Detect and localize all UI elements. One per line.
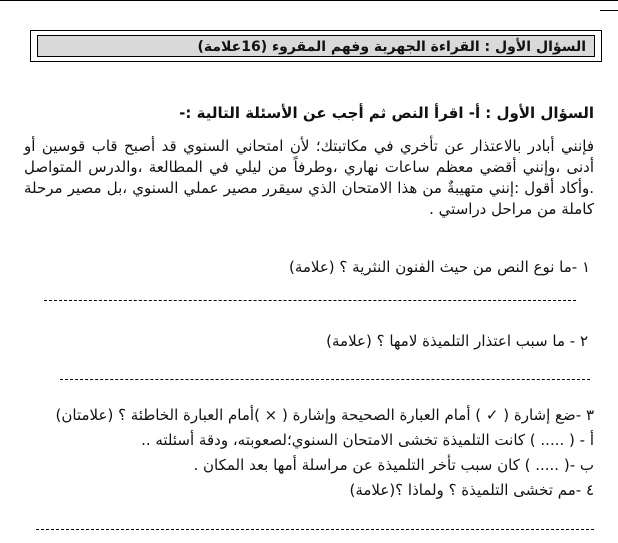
section-header-box (30, 30, 602, 62)
top-rule (0, 0, 618, 1)
reading-passage: فإنني أبادر بالاعتذار عن تأخري في مكاتبتك؛ لأن امتحاني السنوي قد أصبح قاب قوسين أو أدنى ،وإنني أقضي معظم ساعات نهاري ،وطرفاً من ليلي في المطالعة ،والدرس المتواصل .وأكاد أقول :إنني متهيبةٌ من هذا الامتحان الذي سيقرر مصير عملي السنوي ،بل مصير مرحلة كاملة من مراحل دراستي . (24, 137, 594, 218)
question-heading: السؤال الأول : أ- اقرأ النص ثم أجب عن الأسئلة التالية :- (179, 104, 594, 122)
answer-line-1 (44, 300, 576, 301)
question-3: ٣ -ضع إشارة ( ✓ ) أمام العبارة الصحيحة وإشارة ( × )أمام العبارة الخاطئة ؟ (علامتان) (55, 406, 594, 424)
question-2: ٢ - ما سبب اعتذار التلميذة لامها ؟ (علامة) (326, 332, 588, 350)
question-3-b: ب -( ..... ) كان سبب تأخر التلميذة عن مراسلة أمها بعد المكان . (193, 456, 594, 474)
question-3-a: أ - ( ..... ) كانت التلميذة تخشى الامتحان السنوي؛لصعوبته، ودقة أسئلته .. (141, 431, 594, 449)
answer-line-2 (60, 379, 590, 380)
question-4: ٤ -مم تخشى التلميذة ؟ ولماذا ؟(علامة) (349, 481, 594, 499)
answer-line-4 (36, 529, 594, 530)
question-1: ١ -ما نوع النص من حيث الفنون النثرية ؟ (علامة) (288, 258, 590, 276)
section-header-title: السؤال الأول : القراءة الجهرية وفهم المقروء (16علامة) (37, 35, 595, 57)
header-rule (600, 10, 618, 11)
